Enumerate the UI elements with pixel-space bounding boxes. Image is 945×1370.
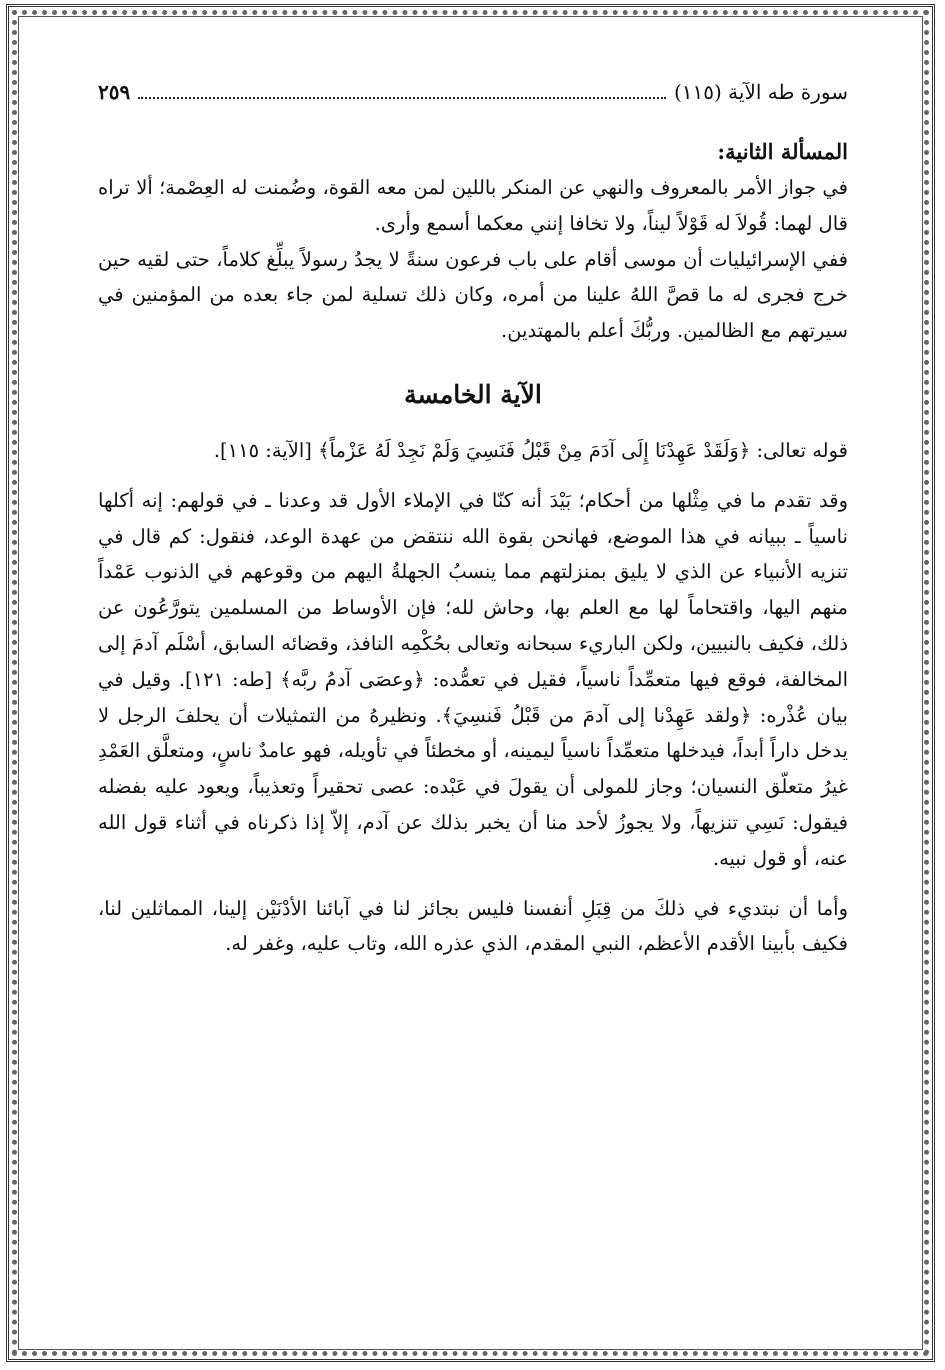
header-leader-dots xyxy=(138,83,666,99)
verse-heading: الآية الخامسة xyxy=(404,379,542,409)
paragraph: ففي الإسرائيليات أن موسى أقام على باب فرعون سنةً لا يجدُ رسولاً يبلِّغ كلاماً، حتى لقيه حين خرج فجرى له ما قصَّ اللهُ علينا من أمره، وكان ذلك تسلية لمن جاء بعده من المؤمنين في سيرتهم مع الظالمين. وربُّكَ أعلم بالمهتدين. xyxy=(98,247,848,343)
verse-paragraph: قوله تعالى: ﴿وَلَقَدْ عَهِدْنَا إِلَى آدَمَ مِنْ قَبْلُ فَنَسِيَ وَلَمْ نَجِدْ لَهُ عَزْماً﴾ [الآية: ١١٥]. xyxy=(213,438,848,462)
page-content xyxy=(98,80,848,962)
paragraph: وقد تقدم ما في مِثْلها من أحكام؛ بَيْدَ أنه كنّا في الإملاء الأول قد وعدنا ـ في قولهم: إنه أكلها ناسياً ـ ببيانه في هذا الموضع، فهانحن بقوة الله ننتقض من عهدة الوعد، فنقول: كم قال في تنزيه الأنبياء عن الذي لا يليق بمنزلتهم مما ينسبُ الجهلةُ اليهم من وقوعهم في الذنوب عَمْداً منهم اليها، واقتحاماً لها مع العلم بها، وحاش لله؛ فإن الأوساط من المسلمين يتورَّعُون عن ذلك، فكيف بالنبيين، ولكن الباريء سبحانه وتعالى بحُكْمِه النافذ، وقضائه السابق، أسْلَم آدمَ إلى المخالفة، فوقع فيها متعمِّداً ناسياً، فقيل في تعمُّده: ﴿وعصَى آدمُ ربَّه﴾ [طه: ١٢١]. وقيل في بيان عُذْره: ﴿ولقد عَهِدْنا إلى آدمَ من قَبْلُ فَنسِيَ﴾. ونظيرهُ من التمثيلات أن يحلفَ الرجل لا يدخل داراً أبداً، فيدخلها متعمِّداً ناسياً ليمينه، أو مخطئاً في تأويله، فهو عامدٌ ناسٍ، ومتعلَّق العَمْدِ غيرُ متعلّق النسيان؛ وجاز للمولى أن يقولَ في عَبْده: عصى تحقيراً وتعذيباً، ويعود عليه بفضله فيقول: نَسِي تنزيهاً، ولا يجوزُ لأحد منا أن يخبر بذلك عن آدم، إلاّ إذا ذكرناه في أثناء قول الله عنه، أو قول نبيه. xyxy=(98,488,848,870)
paragraph: في جواز الأمر بالمعروف والنهي عن المنكر باللين لمن معه القوة، وضُمنت له العِصْمة؛ ألا تراه قال لهما: قُولاَ له قَوْلاً ليناً، ولا تخافا إنني معكما أسمع وأرى. xyxy=(98,176,848,235)
header-title: سورة طه الآية (١١٥) xyxy=(673,80,848,104)
running-header xyxy=(98,80,848,114)
issue-heading: المسألة الثانية: xyxy=(717,139,848,164)
page-number: ٢٥٩ xyxy=(98,80,131,104)
paragraph: وأما أن نبتديء في ذلكَ من قِبَلِ أنفسنا فليس بجائز لنا في آبائنا الأدْنَيْن إلينا، المماثلين لنا، فكيف بأبينا الأقدم الأعظم، النبي المقدم، الذي عذره الله، وتاب عليه، وغفر له. xyxy=(98,896,848,956)
